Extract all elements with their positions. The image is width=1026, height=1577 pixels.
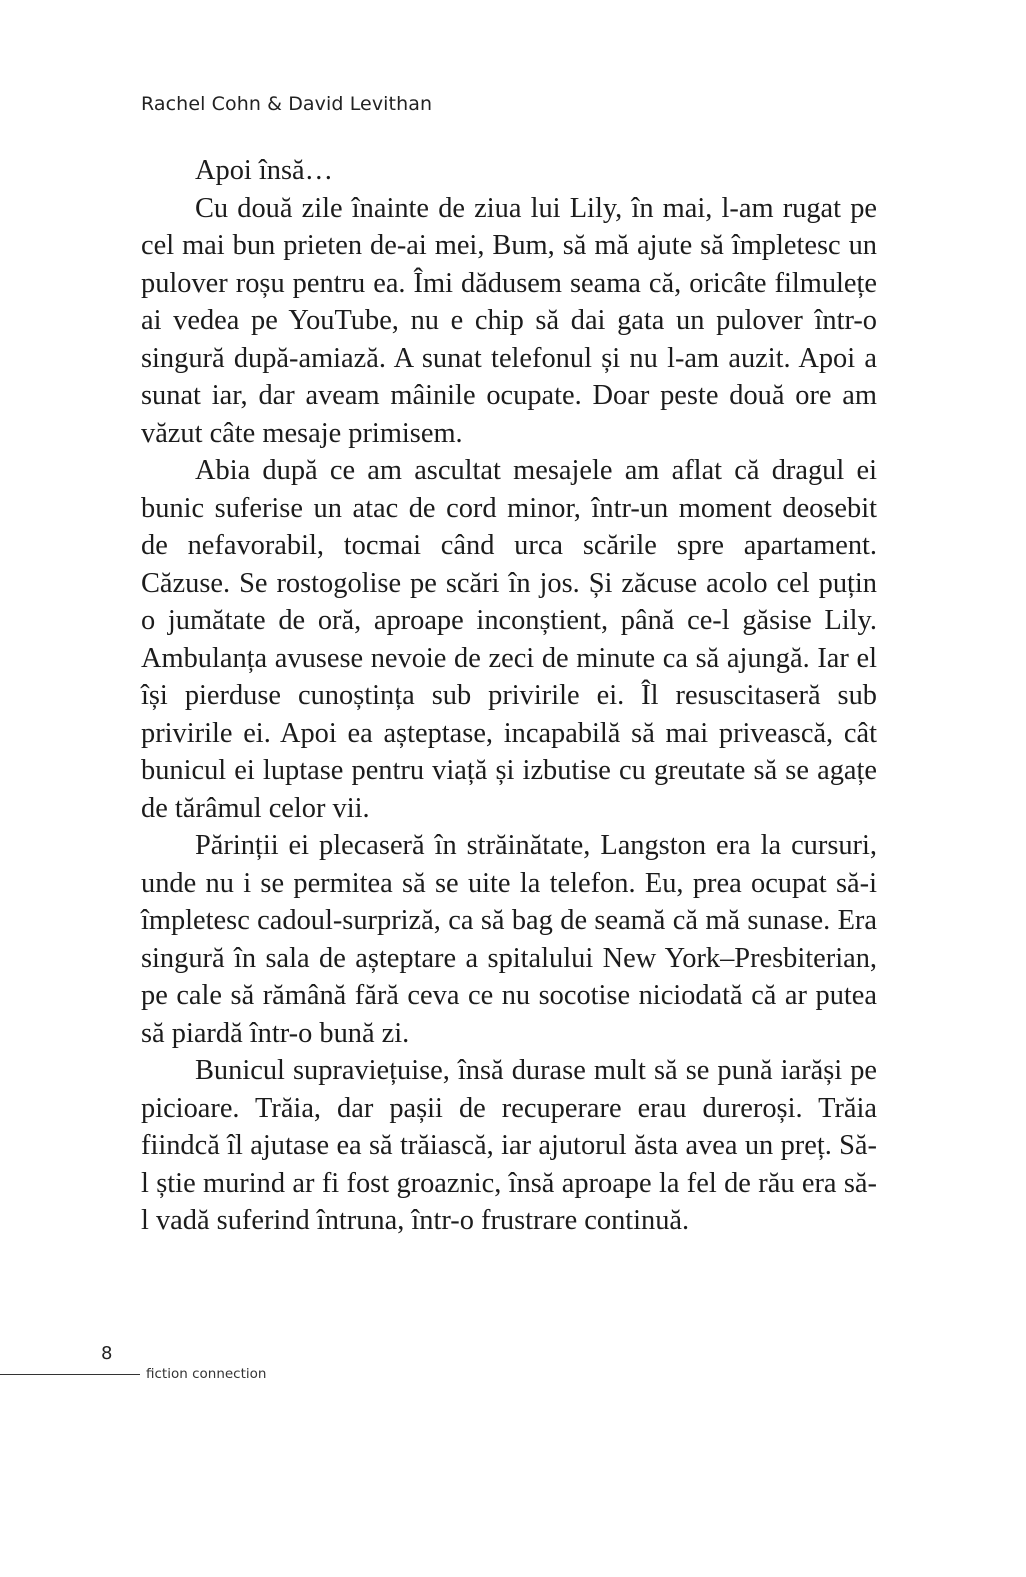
page-number: 8 <box>101 1343 113 1364</box>
footer-rule <box>0 1374 140 1375</box>
running-head: Rachel Cohn & David Levithan <box>141 93 433 115</box>
imprint-label: fiction connection <box>146 1366 267 1382</box>
paragraph: Apoi însă… <box>195 155 334 186</box>
body-text <box>141 152 877 1240</box>
paragraph: Abia după ce am ascultat mesajele am aflat că dragul ei bunic suferise un atac de cord minor, într-un moment deosebit de nefavorabil, tocmai când urca scările spre apartament. Căzuse. Se rostogolise pe scări în jos. Și zăcuse acolo cel puțin o jumătate de oră, aproape inconștient, până ce-l găsise Lily. Ambulanța avusese nevoie de zeci de minute ca să ajungă. Iar el își pierduse cunoștința sub privirile ei. Îl resuscitaseră sub privirile ei. Apoi ea așteptase, incapabilă să mai privească, cât bunicul ei luptase pentru viață și izbutise cu greutate să se agațe de tărâmul celor vii. <box>141 455 877 824</box>
paragraph: Părinții ei plecaseră în străinătate, Langston era la cursuri, unde nu i se permitea să se uite la telefon. Eu, prea ocupat să-i împletesc cadoul-surpriză, ca să bag de seamă că mă sunase. Era singură în sala de așteptare a spitalului New York–Presbiterian, pe cale să rămână fără ceva ce nu socotise niciodată că ar putea să piardă într-o bună zi. <box>141 830 877 1049</box>
paragraph: Bunicul supraviețuise, însă durase mult să se pună iarăși pe picioare. Trăia, dar pașii de recuperare erau dureroși. Trăia fiindcă îl ajutase ea să trăiască, iar ajutorul ăsta avea un preț. Să-l știe murind ar fi fost groaznic, însă aproape la fel de rău era să-l vadă suferind întruna, într-o frustrare continuă. <box>141 1055 877 1236</box>
paragraph: Cu două zile înainte de ziua lui Lily, în mai, l-am rugat pe cel mai bun prieten de-ai mei, Bum, să mă ajute să împletesc un pulover roșu pentru ea. Îmi dădusem seama că, oricâte filmulețe ai vedea pe YouTube, nu e chip să dai gata un pulover într-o singură după-amiază. A sunat telefonul și nu l-am auzit. Apoi a sunat iar, dar aveam mâinile ocupate. Doar peste două ore am văzut câte mesaje primisem. <box>141 192 877 449</box>
